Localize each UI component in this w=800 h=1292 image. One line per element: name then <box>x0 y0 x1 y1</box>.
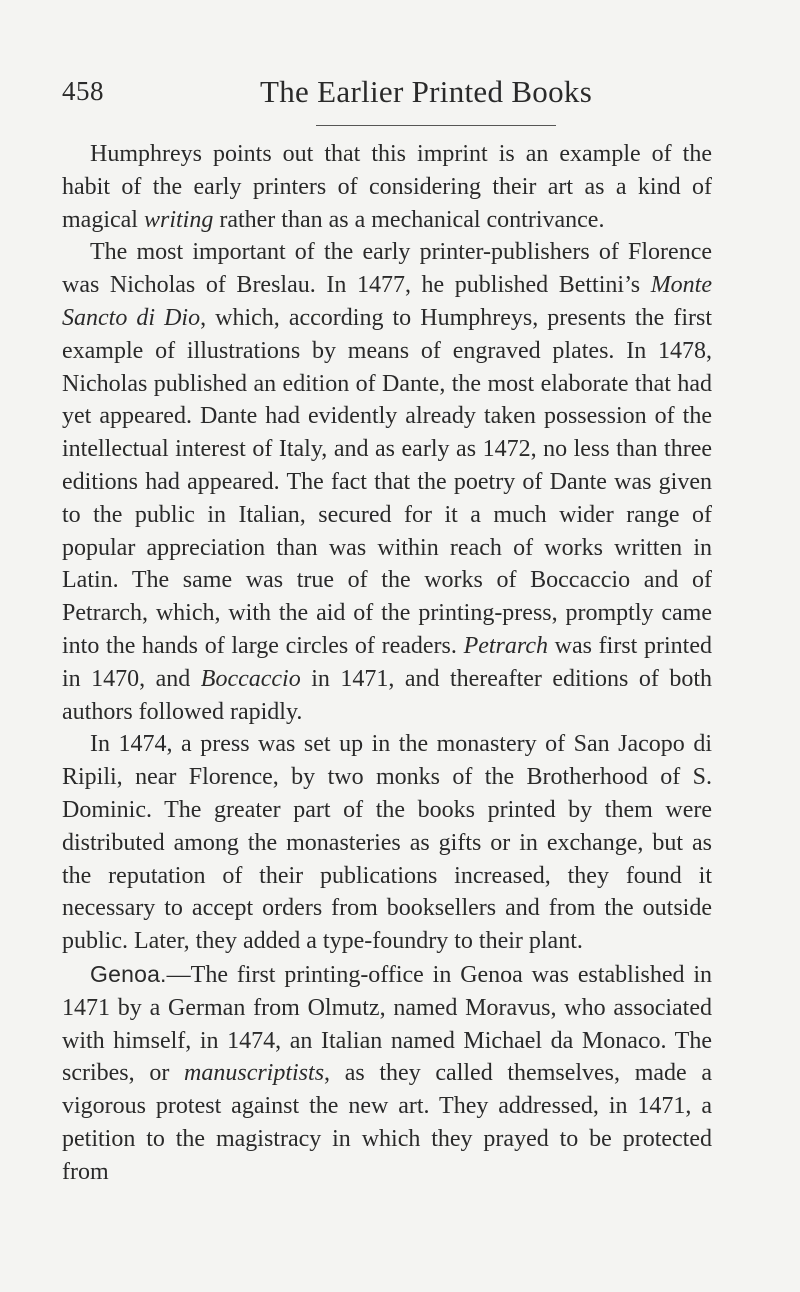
italic-term: writing <box>143 206 214 233</box>
paragraph-3: In 1474, a press was set up in the monastery of San Jacopo di Ripili, near Florence, by two monks of the Brotherhood of S. Dominic. The greater part of the books printed by them were distributed among the monasteries as gifts or in exchange, but as the reputation of their publications increased, they found it necessary to accept orders from booksellers and from the outside public. Later, they added a type-foundry to their plant. <box>62 731 712 955</box>
paragraph-4: Genoa.—The first printing-office in Genoa was established in 1471 by a German from Olmutz, named Moravus, who associated with himself, in 1474, an Italian named Michael da Monaco. The scribes, or manuscriptists, as they called themselves, made a vigorous protest against the new art. They addressed, in 1471, a petition to the magistracy in which they prayed to be protected from <box>62 960 713 1185</box>
paragraph-1: Humphreys points out that this imprint is an example of the habit of the early printers of considering their art as a kind of magical writing rather than as a mechanical contrivance. <box>62 141 712 233</box>
running-title: The Earlier Printed Books <box>260 74 593 109</box>
italic-title: Petrarch <box>463 632 548 659</box>
italic-term: manuscriptists <box>184 1060 325 1087</box>
header-rule <box>316 125 556 126</box>
page-number: 458 <box>62 76 104 106</box>
paragraph-2: The most important of the early printer-publishers of Florence was Nicholas of Breslau. In 1477, he published Bettini’s Monte Sancto di Dio, which, according to Humphreys, presents the first example of illustrations by means of engraved plates. In 1478, Nicholas published an edition of Dante, the most elaborate that had yet appeared. Dante had evidently already taken possession of the intellectual interest of Italy, and as early as 1472, no less than three editions had appeared. The fact that the poetry of Dante was given to the public in Italian, secured for it a much wider range of popular appreciation than was within reach of works written in Latin. The same was true of the works of Boccaccio and of Petrarch, which, with the aid of the printing-press, promptly came into the hands of large circles of readers. Petrarch was first printed in 1470, and Boccaccio in 1471, and thereafter editions of both authors followed rapidly. <box>62 239 713 725</box>
body-text <box>62 138 712 1189</box>
italic-title: Monte Sancto di Dio <box>62 272 712 331</box>
page-header <box>62 74 702 114</box>
section-heading: Genoa. <box>90 960 167 987</box>
italic-title: Boccaccio <box>200 665 301 692</box>
